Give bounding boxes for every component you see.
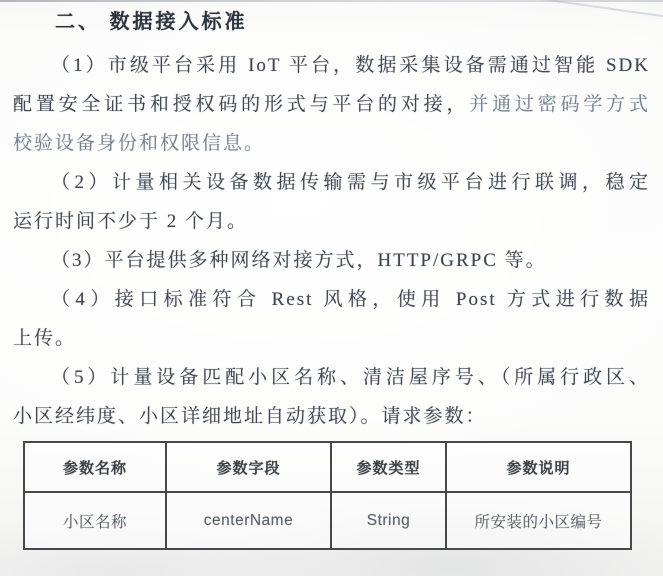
cell-param-field: centerName: [166, 492, 331, 549]
paragraph-1: [13, 46, 650, 163]
table-row: [24, 492, 631, 549]
text-line: （5）计量设备匹配小区名称、清洁屋序号、（所属行政区、: [51, 367, 650, 388]
header-cell-param-name: 参数名称: [24, 442, 166, 492]
paragraph-2: [13, 163, 650, 241]
table-header-row: [24, 442, 631, 492]
text-segment: 配置安全证书和授权码的形式与平台的对接，: [13, 94, 470, 115]
text-line: 小区经纬度、小区详细地址自动获取）。请求参数：: [13, 406, 487, 427]
paragraph-3: [13, 241, 650, 280]
section-heading: 二、 数据接入标准: [55, 11, 248, 33]
text-line: （4）接口标准符合 Rest 风格，使用 Post 方式进行数据: [51, 289, 650, 310]
text-line: （2）计量相关设备数据传输需与市级平台进行联调，稳定: [51, 172, 650, 193]
text-line: （3）平台提供多种网络对接方式，HTTP/GRPC 等。: [51, 250, 547, 271]
cell-param-desc: 所安装的小区编号: [446, 492, 631, 549]
cell-param-name: 小区名称: [24, 492, 166, 549]
header-cell-param-type: 参数类型: [331, 442, 446, 492]
request-params-table: [23, 441, 632, 550]
header-cell-param-desc: 参数说明: [446, 442, 631, 492]
text-line: （1）市级平台采用 IoT 平台，数据采集设备需通过智能 SDK: [51, 55, 650, 76]
text-line: 校验设备身份和权限信息。: [13, 133, 266, 154]
text-segment-faded: 并通过密码学方式: [469, 94, 650, 115]
paragraph-5: [13, 358, 650, 436]
cell-param-type: String: [331, 492, 446, 549]
text-line: [13, 85, 650, 124]
header-cell-param-field: 参数字段: [166, 442, 331, 492]
text-line: 上传。: [13, 328, 77, 349]
text-line: 运行时间不少于 2 个月。: [13, 211, 249, 232]
paragraph-4: [13, 280, 650, 358]
